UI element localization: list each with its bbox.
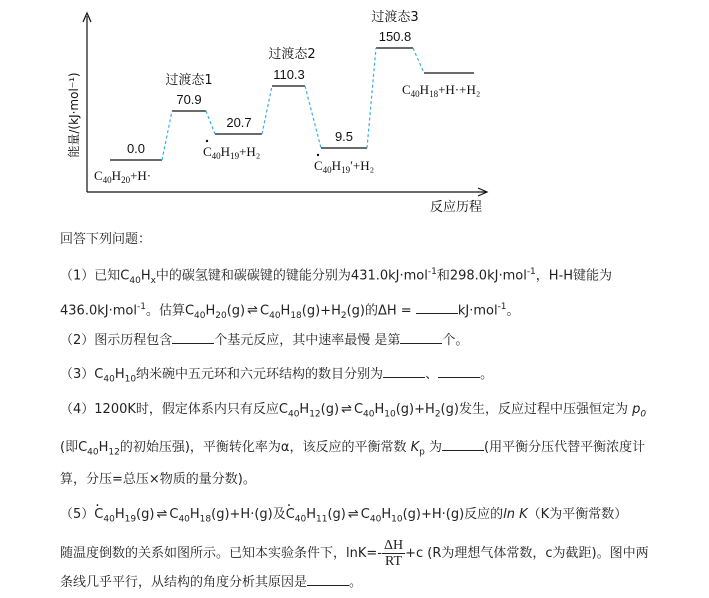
radical-dot-int2 (317, 154, 319, 156)
energy-levels (110, 48, 474, 160)
value-start: 0.0 (126, 141, 146, 156)
ts2-label: 过渡态2 (268, 47, 316, 62)
connector-3 (262, 86, 272, 134)
question-2: （2）图示历程包含 个基元反应，其中速率最慢 是第 个。 (60, 330, 468, 351)
fraction-dh-rt: $\frac{\Delta H}{RT}$ (383, 538, 404, 569)
ts1-label: 过渡态1 (165, 73, 213, 88)
value-int2: 9.5 (334, 129, 354, 144)
connector-5 (367, 48, 376, 148)
species-int1: $C_{40}H_{19}+H_2$ (203, 144, 261, 161)
ts3-label: 过渡态3 (371, 10, 419, 25)
value-ts2: 110.3 (273, 67, 305, 82)
question-5-line-1: $(5)\cdot C_{40}H_{19}(g)$ ⇌ $C_{40}H_{18}(g)+H\cdot(g)$及· $C_{40}H_{11}(g)$ ⇌ $C_{40}H_{10}(g)+H\cdot(g)$反应的ln K（K为平衡常数） (60, 505, 627, 530)
answer-blank-slowest[interactable] (400, 330, 442, 344)
species-int2: $C_{40}H_{19}'+H_2$ (314, 158, 375, 175)
question-4-line-3: 算，分压=总压×物质的量分数)。 (60, 472, 256, 487)
connector-6 (413, 48, 424, 73)
y-axis-label: 能量/(kJ·mol⁻¹) (67, 72, 81, 158)
question-1-line-1: （1）已知$C_{40}H_x$中的碳氢键和碳碳键的键能分别为431.0kJ·mol$^{-1}$和298.0kJ·mol$^{-1}$，H-H键能为 (60, 267, 613, 286)
answer-blank-dh[interactable] (416, 300, 458, 314)
connector-2 (206, 111, 215, 134)
value-ts3: 150.8 (378, 29, 412, 44)
value-ts1: 70.9 (176, 92, 202, 107)
species-end: $C_{40}H_{18}+H\cdot+H_2$ (402, 82, 481, 99)
question-3: $(3)C_{40}H_{10}$纳米碗中五元环和六元环结构的数目分别为 、 。 (60, 364, 493, 390)
question-4-line-2: (即$C_{40}H_{12}$的初始压强)，平衡转化率为α，该反应的平衡常数 $K_p$ 为 (用平衡分压代替平衡浓度计 (60, 437, 645, 463)
answer-blank-reason[interactable] (307, 572, 349, 586)
question-5-line-2: 随温度倒数的关系如图所示。已知本实验条件下，lnK=- $\frac{\Delta H}{RT}$ +c (R为理想气体常数，c为截距)。图中两 (60, 538, 649, 569)
question-1-line-2: 436.0kJ·mol$^{-1}$。估算$C_{40}H_{20}(g)$ ⇌ $C_{40}H_{18}(g)+H_2(g)$的ΔH = kJ·mol$^{-1}$。 (60, 302, 520, 321)
connector-1 (162, 111, 172, 160)
value-int1: 20.7 (226, 115, 252, 130)
radical-dot-int1 (206, 140, 208, 142)
species-start: $C_{40}H_{20}+H\cdot$ (94, 168, 152, 185)
connector-4 (305, 86, 321, 148)
x-axis-label: 反应历程 (429, 200, 483, 215)
answer-blank-steps[interactable] (172, 330, 214, 344)
answer-blank-kp[interactable] (442, 437, 484, 451)
answer-blank-five-ring[interactable] (383, 364, 425, 378)
question-4-line-1: （4）1200K时，假定体系内只有反应$C_{40}H_{12}(g)$ ⇌ $C_{40}H_{10}(g)+H_2(g)$发生，反应过程中压强恒定为 $p_0$ (60, 402, 647, 420)
answer-blank-six-ring[interactable] (438, 364, 480, 378)
energy-diagram (0, 0, 709, 225)
intro-text: 回答下列问题： (60, 232, 152, 247)
question-5-line-3: 条线几乎平行，从结构的角度分析其原因是 。 (60, 572, 362, 593)
